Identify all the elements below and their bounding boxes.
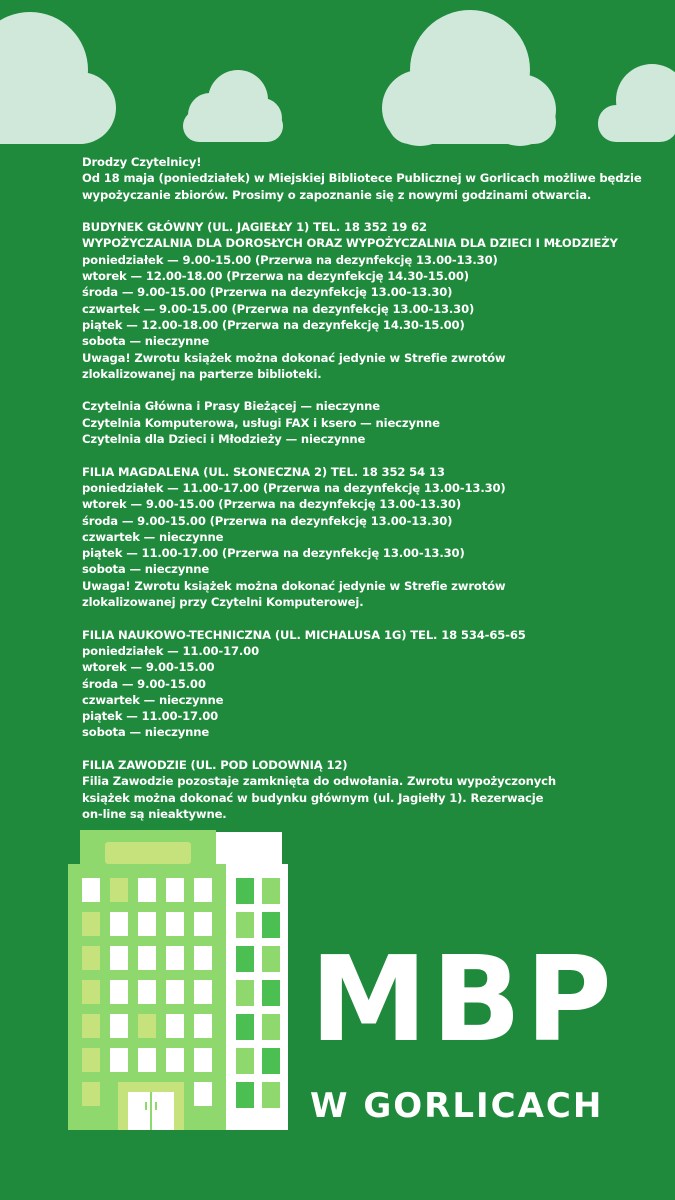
main-building-header: BUDYNEK GŁÓWNY (UL. JAGIEŁŁY 1) TEL. 18 352 19 62 <box>82 220 427 235</box>
building-window <box>236 980 254 1006</box>
intro-line: wypożyczanie zbiorów. Prosimy o zapoznanie się z nowymi godzinami otwarcia. <box>82 187 592 202</box>
building-window <box>262 980 280 1006</box>
building-window <box>138 912 156 936</box>
hours-row: piątek — 12.00-18.00 (Przerwa na dezynfekcję 14.30-15.00) <box>82 317 465 332</box>
note-line: zlokalizowanej na parterze biblioteki. <box>82 366 322 381</box>
zawodzie-line: książek można dokonać w budynku głównym (ul. Jagiełły 1). Rezerwacje <box>82 790 544 805</box>
building-window <box>236 1048 254 1074</box>
note-line: Uwaga! Zwrotu książek można dokonać jedynie w Strefie zwrotów <box>82 578 506 593</box>
building-window <box>110 912 128 936</box>
hours-row: sobota — nieczynne <box>82 334 210 349</box>
building-window <box>166 980 184 1004</box>
building-window <box>82 878 100 902</box>
zawodzie-line: on-line są nieaktywne. <box>82 806 227 821</box>
building-window <box>194 980 212 1004</box>
hours-row: sobota — nieczynne <box>82 562 210 577</box>
building-window <box>110 946 128 970</box>
hours-row: czwartek — nieczynne <box>82 692 224 707</box>
hours-row: poniedziałek — 11.00-17.00 (Przerwa na dezynfekcję 13.00-13.30) <box>82 480 506 495</box>
hours-row: sobota — nieczynne <box>82 725 210 740</box>
building-window <box>138 1048 156 1072</box>
intro-line: Od 18 maja (poniedziałek) w Miejskiej Bibliotece Publicznej w Gorlicach możliwe będzie <box>82 171 642 186</box>
hours-row: piątek — 11.00-17.00 <box>82 709 219 724</box>
building-window <box>236 946 254 972</box>
building-window <box>110 1014 128 1038</box>
building-window <box>82 1014 100 1038</box>
hours-row: poniedziałek — 9.00-15.00 (Przerwa na dezynfekcję 13.00-13.30) <box>82 252 498 267</box>
cloud-left <box>0 12 116 144</box>
building-window <box>194 1014 212 1038</box>
building-window <box>82 1048 100 1072</box>
technical-header: FILIA NAUKOWO-TECHNICZNA (UL. MICHALUSA 1G) TEL. 18 534-65-65 <box>82 627 526 642</box>
hours-row: wtorek — 12.00-18.00 (Przerwa na dezynfekcję 14.30-15.00) <box>82 269 469 284</box>
reading-room-row: Czytelnia dla Dzieci i Młodzieży — nieczynne <box>82 432 366 447</box>
hours-row: poniedziałek — 11.00-17.00 <box>82 643 259 658</box>
reading-room-row: Czytelnia Główna i Prasy Bieżącej — nieczynne <box>82 399 380 414</box>
building-window <box>110 878 128 902</box>
building-window <box>194 878 212 902</box>
building-window <box>110 1048 128 1072</box>
building-window <box>236 1082 254 1108</box>
building-window <box>262 1014 280 1040</box>
hours-row: środa — 9.00-15.00 (Przerwa na dezynfekcję 13.00-13.30) <box>82 513 453 528</box>
building-window <box>138 946 156 970</box>
building-window <box>262 878 280 904</box>
building-window <box>82 980 100 1004</box>
building-window <box>166 912 184 936</box>
building-window <box>138 980 156 1004</box>
building-window <box>110 980 128 1004</box>
cloud-edge-right <box>598 64 675 142</box>
zawodzie-header: FILIA ZAWODZIE (UL. POD LODOWNIĄ 12) <box>82 757 348 772</box>
hours-row: czwartek — nieczynne <box>82 529 224 544</box>
announcement-text <box>82 154 642 822</box>
building-window <box>194 912 212 936</box>
building-window <box>82 946 100 970</box>
building-window <box>262 1048 280 1074</box>
library-building-illustration <box>68 830 298 1130</box>
building-window <box>236 878 254 904</box>
building-window <box>262 1082 280 1108</box>
building-window <box>166 1014 184 1038</box>
building-window <box>262 912 280 938</box>
note-line: Uwaga! Zwrotu książek można dokonać jedynie w Strefie zwrotów <box>82 350 506 365</box>
note-line: zlokalizowanej przy Czytelni Komputerowej. <box>82 595 364 610</box>
building-window <box>236 912 254 938</box>
hours-row: środa — 9.00-15.00 (Przerwa na dezynfekcję 13.00-13.30) <box>82 285 453 300</box>
building-window <box>194 1082 212 1106</box>
zawodzie-line: Filia Zawodzie pozostaje zamknięta do odwołania. Zwrotu wypożyczonych <box>82 774 557 789</box>
hours-row: czwartek — 9.00-15.00 (Przerwa na dezynfekcję 13.00-13.30) <box>82 301 475 316</box>
building-window <box>194 946 212 970</box>
building-window <box>82 1082 100 1106</box>
hours-row: środa — 9.00-15.00 <box>82 676 206 691</box>
hours-row: piątek — 11.00-17.00 (Przerwa na dezynfekcję 13.00-13.30) <box>82 546 465 561</box>
building-window <box>138 878 156 902</box>
building-window <box>166 878 184 902</box>
reading-room-row: Czytelnia Komputerowa, usługi FAX i ksero — nieczynne <box>82 415 440 430</box>
building-window <box>194 1048 212 1072</box>
greeting: Drodzy Czytelnicy! <box>82 155 202 169</box>
cloud-large-right <box>382 10 556 146</box>
brand-logo-city: W GORLICACH <box>310 1086 604 1126</box>
hours-row: wtorek — 9.00-15.00 <box>82 660 215 675</box>
building-window <box>236 1014 254 1040</box>
building-window <box>166 946 184 970</box>
hours-row: wtorek — 9.00-15.00 (Przerwa na dezynfekcję 13.00-13.30) <box>82 497 461 512</box>
building-window <box>138 1014 156 1038</box>
building-window <box>82 912 100 936</box>
magdalena-header: FILIA MAGDALENA (UL. SŁONECZNA 2) TEL. 18 352 54 13 <box>82 464 445 479</box>
brand-logo-mbp: MBP <box>310 930 616 1068</box>
clouds-decoration <box>0 0 675 150</box>
main-building-subheader: WYPOŻYCZALNIA DLA DOROSŁYCH ORAZ WYPOŻYCZALNIA DLA DZIECI I MŁODZIEŻY <box>82 236 618 251</box>
building-window <box>166 1048 184 1072</box>
building-window <box>262 946 280 972</box>
cloud-small-center <box>183 70 283 142</box>
